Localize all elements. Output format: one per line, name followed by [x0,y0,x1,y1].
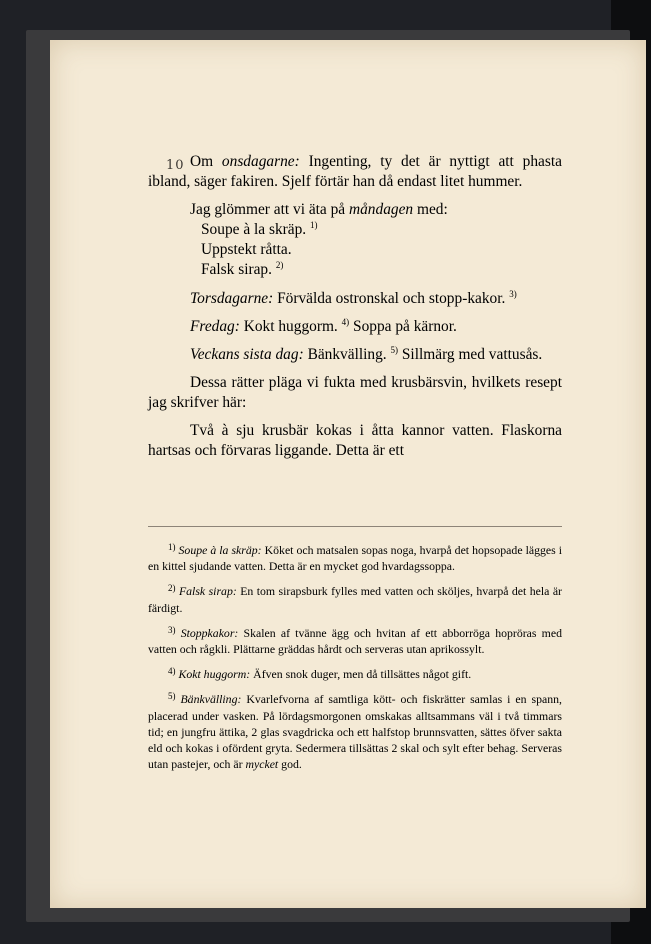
paragraph-text: Bänkvälling. [307,346,387,363]
paragraph-text: Sillmärg med vattusås. [401,346,543,363]
footnote [148,622,562,657]
footnote-term: Falsk sirap: [178,584,237,599]
footnote-term: Stoppkakor: [180,625,239,640]
footnote-divider [148,526,562,527]
footnote-term: Kokt huggorm: [178,667,251,682]
footnote-text: En tom sirapsburk fylles med vatten och sköljes, hvarpå det hela är färdigt. [148,584,562,615]
paragraph-krusbarsvin: Dessa rätter pläga vi fukta med krusbärsvin, hvilkets resept jag skrifver här: [148,374,562,411]
footnote-text: Köket och matsalen sopas noga, hvarpå det hopsopade lägges i en kittel sjudande vatten. Detta är en mycket god hvardagssoppa. [148,543,562,574]
footnote-text: Äfven snok duger, men då tillsättes något gift. [253,667,472,682]
paragraph-text: Jag glömmer att vi äta på [190,201,346,218]
page-number: 10 [166,158,185,173]
footnote-text: Skalen af tvänne ägg och hvitan af ett abborröga hopröras med vatten och rågkli. Plättarne gräddas hårdt och serveras utan aprikossylt. [148,625,562,657]
menu-item: Falsk sirap. $^{2)}$ [201,260,284,278]
footnote-ref: 5) [390,345,399,355]
paragraph-torsdag [148,289,562,309]
footnote-term: Soupe à la skräp: [178,543,262,557]
footnote-ref: 4) [341,317,350,327]
paragraph-recipe: Två à sju krusbär kokas i åtta kannor vatten. Flaskorna hartsas och förvaras liggande. Detta är ett [148,422,562,459]
footnote-ref: 2) [275,260,284,270]
menu-item: Soupe à la skräp. $^{1)}$ [201,220,318,238]
footnote-text: god. [281,757,302,772]
footnote-mark: 2) [168,583,176,594]
day-name: Torsdagarne: [190,290,274,307]
day-label: Om [190,153,214,170]
menu-item: Uppstekt råtta. [201,241,292,258]
main-text [148,152,562,469]
paragraph-onsdagar [148,152,562,192]
day-name: Fredag: [190,318,240,335]
paragraph-veckans-sista-dag [148,345,562,365]
footnote [148,539,562,574]
footnote-emphasis: mycket [245,757,279,772]
paragraph-text: Förvälda ostronskal och stopp-kakor. [277,290,506,307]
footnote-mark: 4) [168,666,176,677]
footnote-mark: 5) [168,691,176,702]
footnote [148,663,562,682]
day-name: Veckans sista dag: [190,346,304,363]
paragraph-mandag [148,200,562,220]
paragraph-text: med: [416,201,448,218]
footnote-mark: 1) [168,542,176,552]
footnote [148,688,562,772]
footnotes [148,539,562,778]
footnote-text: Kvarlefvorna af samtliga kött- och fiskrätter samlas i en spann, placerad under vasken. På lördagsmorgonen omskakas alltsammans väl i två timmars tid; en jungfru ättika, 2 glas svagdricka och ett halfstop brunnsvatten, sättes öfver sakta eld och kokas i ofördent gryta. Sedermera tillsättas 2 skal och sylt efter behag. Serveras utan pastejer, och är [148,692,562,772]
footnote-mark: 3) [168,624,176,635]
paragraph-fredag [148,317,562,337]
paragraph-text: Kokt huggorm. [243,318,338,335]
paragraph-text: Ingenting, ty det är nyttigt att phasta ibland, säger fakiren. Sjelf förtär han då endast litet hummer. [148,153,562,190]
footnote-ref: 3) [509,289,517,299]
footnote [148,580,562,615]
day-name: måndagen [349,201,414,218]
footnote-term: Bänkvälling: [180,692,242,707]
day-name: onsdagarne: [221,153,300,170]
footnote-ref: 1) [310,220,318,230]
paragraph-text: Soppa på kärnor. [353,318,457,335]
